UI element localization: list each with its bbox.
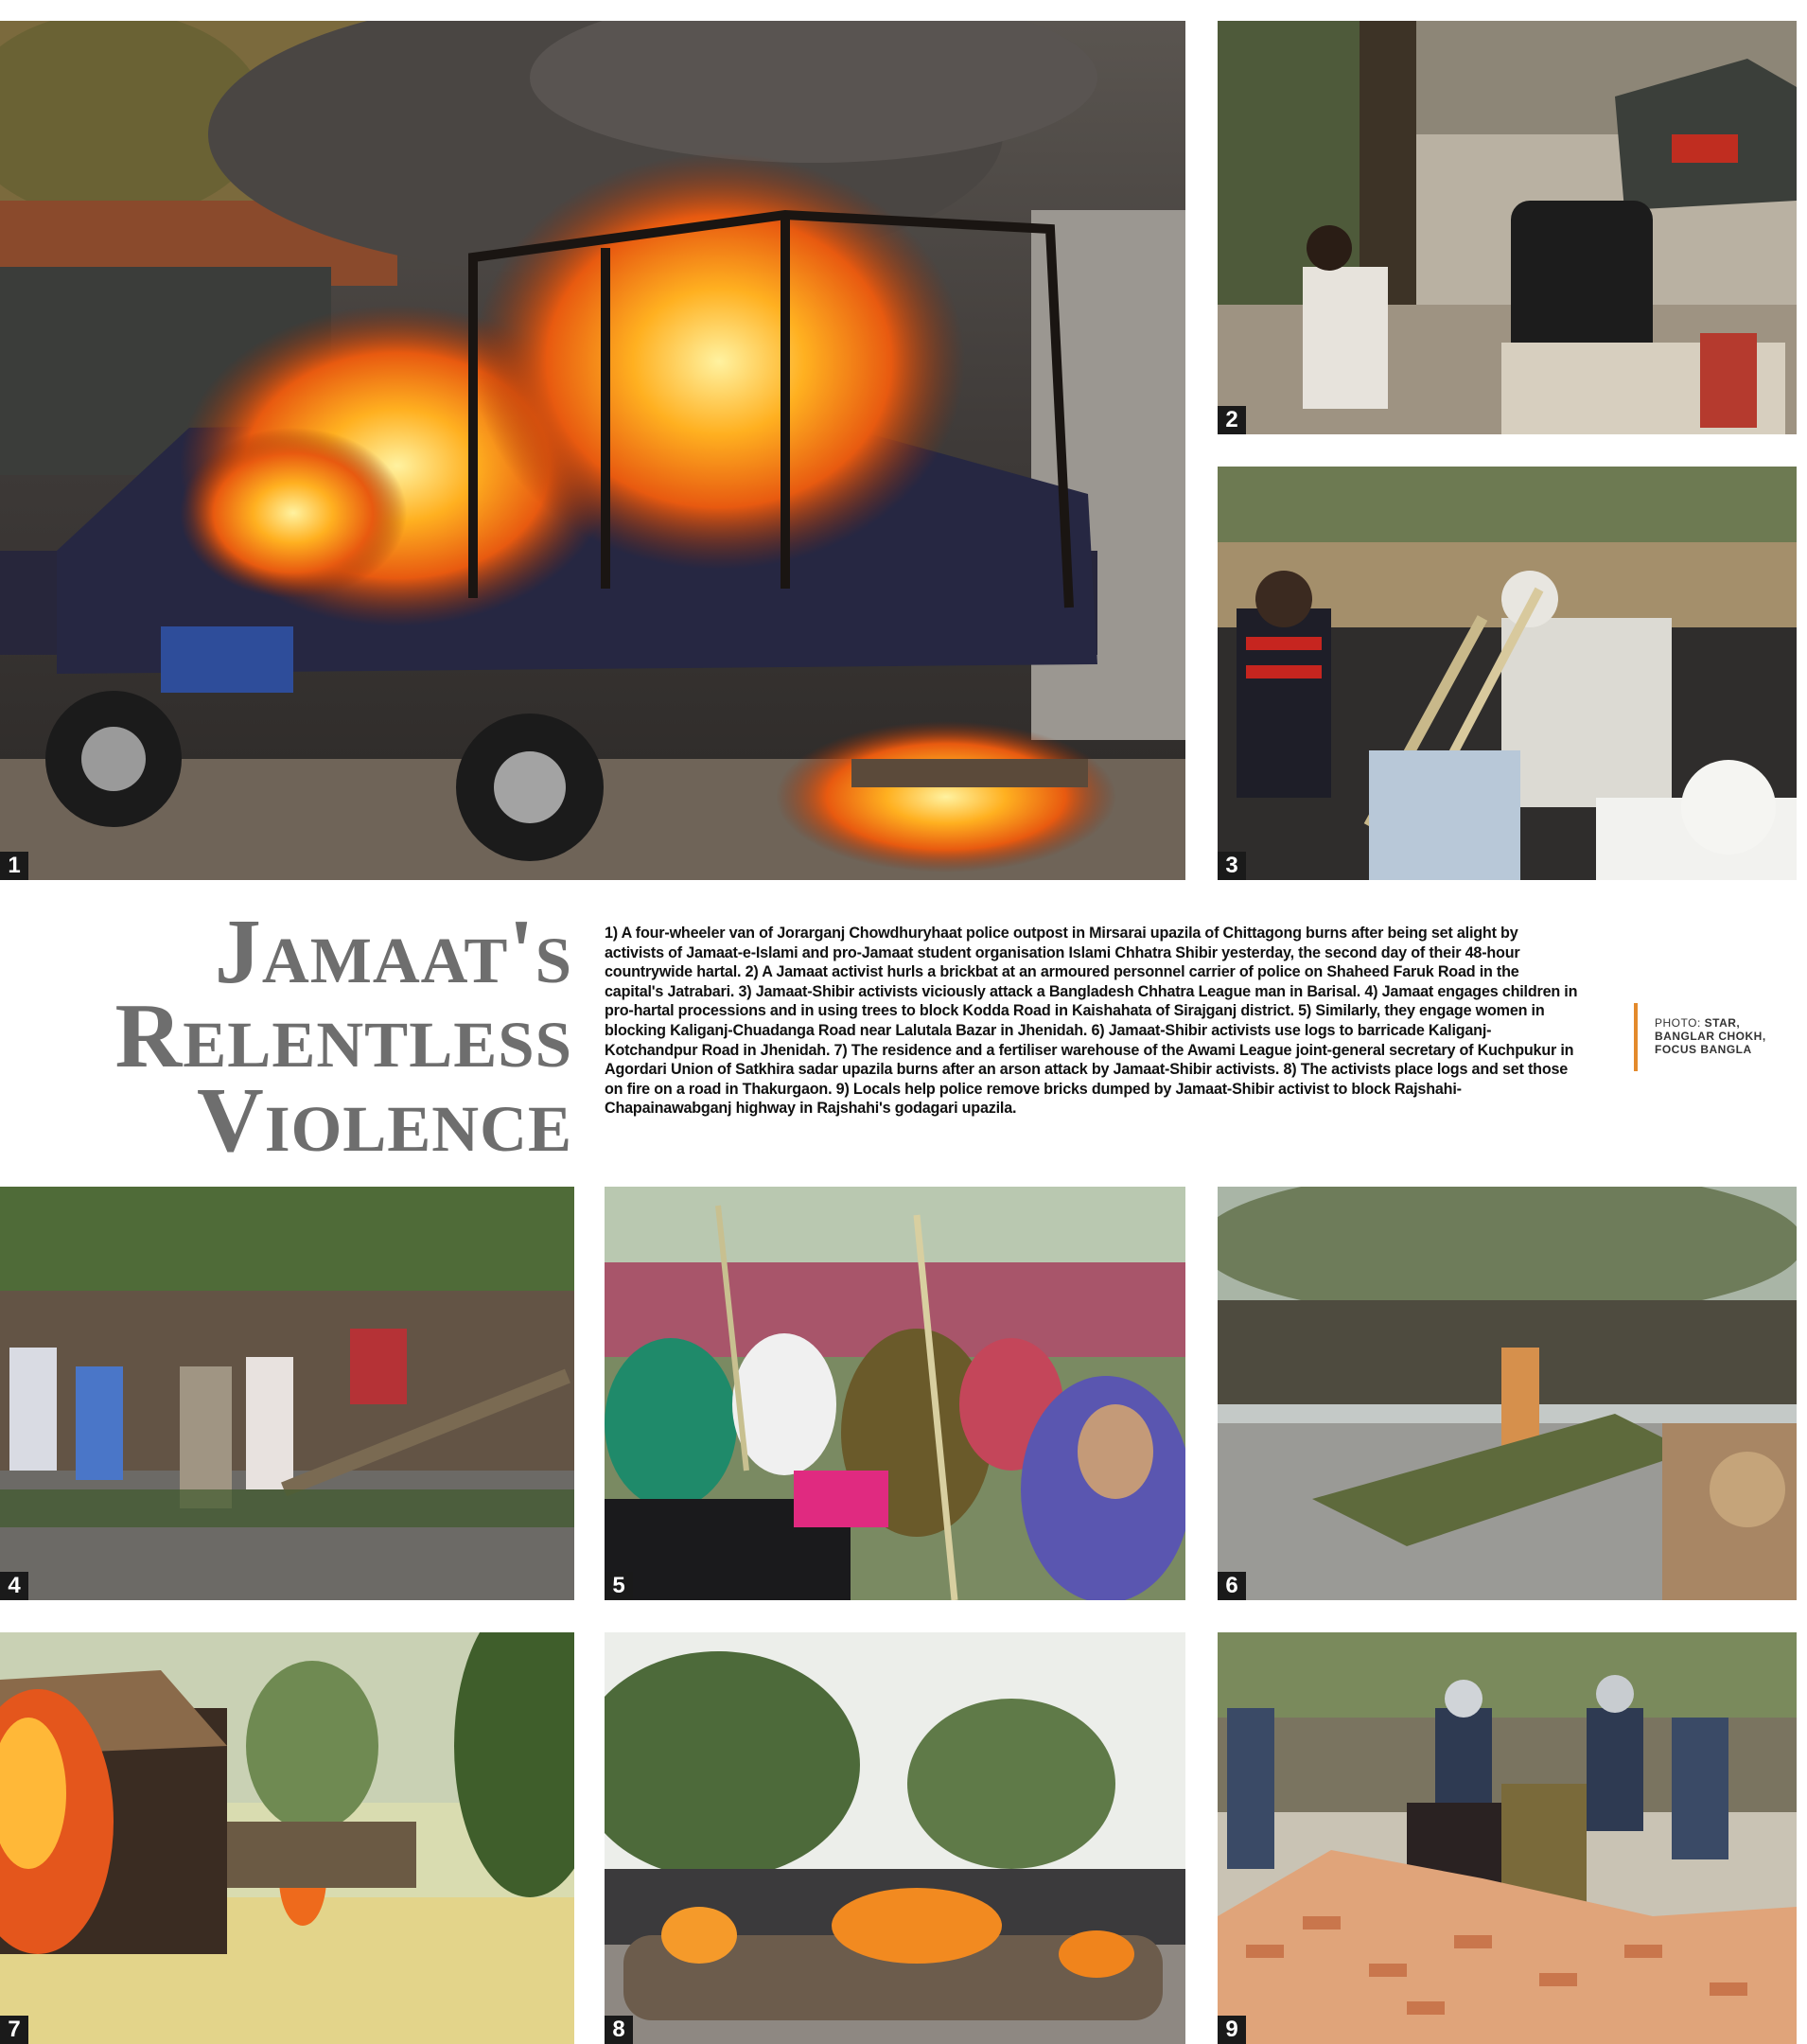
credit-divider [1634, 1003, 1638, 1071]
headline [95, 901, 572, 1172]
photo-3-attack [1218, 467, 1797, 880]
headline-line-1: Jamaat's [214, 901, 572, 1003]
photo-9-bricks [1218, 1632, 1797, 2044]
photo-1-image [0, 21, 1185, 880]
credit-source-2: BANGLAR CHOKH, [1655, 1030, 1766, 1043]
photo-8-image [605, 1632, 1185, 2044]
photo-1-number: 1 [0, 852, 28, 880]
photo-credit [1655, 1016, 1787, 1056]
headline-line-2: Relentless [114, 985, 572, 1087]
photo-2-number: 2 [1218, 406, 1246, 434]
credit-source-1: STAR, [1704, 1016, 1741, 1030]
photo-4-children [0, 1187, 574, 1600]
photo-7-image [0, 1632, 574, 2044]
photo-2-image [1218, 21, 1797, 434]
photo-8-number: 8 [605, 2016, 633, 2044]
photo-1-burning-van [0, 21, 1185, 880]
photo-7-burning-house [0, 1632, 574, 2044]
photo-5-image [605, 1187, 1185, 1600]
credit-label: PHOTO: [1655, 1016, 1701, 1030]
photo-4-number: 4 [0, 1572, 28, 1600]
photo-8-log-fire [605, 1632, 1185, 2044]
photo-9-number: 9 [1218, 2016, 1246, 2044]
photo-3-image [1218, 467, 1797, 880]
photo-9-image [1218, 1632, 1797, 2044]
headline-line-3: Violence [196, 1069, 572, 1172]
photo-caption: 1) A four-wheeler van of Jorarganj Chowdhuryhaat police outpost in Mirsarai upazila of Chittagong burns after being set alight by activists of Jamaat-e-Islami and pro-Jamaat student organisation Islami Chhatra Shibir yesterday, the second day of their 48-hour countrywide hartal. 2) A Jamaat activist hurls a brickbat at an armoured personnel carrier of police on Shaheed Faruk Road in the capital's Jatrabari. 3) Jamaat-Shibir activists viciously attack a Bangladesh Chhatra League man in Barisal. 4) Jamaat engages children in pro-hartal processions and in using trees to block Kodda Road in Kaishahata of Sirajganj district. 5) Similarly, they engage women in blocking Kaliganj-Chuadanga Road near Lalutala Bazar in Jhenidah. 6) Jamaat-Shibir activists use logs to barricade Kaliganj-Kotchandpur Road in Jhenidah. 7) The residence and a fertiliser warehouse of the Awami League joint-general secretary of Kuchpukur in Agordari Union of Satkhira sadar upazila burns after an arson attack by Jamaat-Shibir activists. 8) The activists place logs and set those on fire on a road in Thakurgaon. 9) Locals help police remove bricks dumped by Jamaat-Shibir activist to block Rajshahi-Chapainawabganj highway in Rajshahi's godagari upazila. [605, 925, 1578, 1118]
photo-7-number: 7 [0, 2016, 28, 2044]
photo-4-image [0, 1187, 574, 1600]
photo-6-number: 6 [1218, 1572, 1246, 1600]
photo-2-brickbat [1218, 21, 1797, 434]
credit-source-3: FOCUS BANGLA [1655, 1043, 1752, 1056]
photo-6-image [1218, 1187, 1797, 1600]
photo-3-number: 3 [1218, 852, 1246, 880]
photo-5-women [605, 1187, 1185, 1600]
photo-5-number: 5 [605, 1572, 633, 1600]
photo-6-logs [1218, 1187, 1797, 1600]
